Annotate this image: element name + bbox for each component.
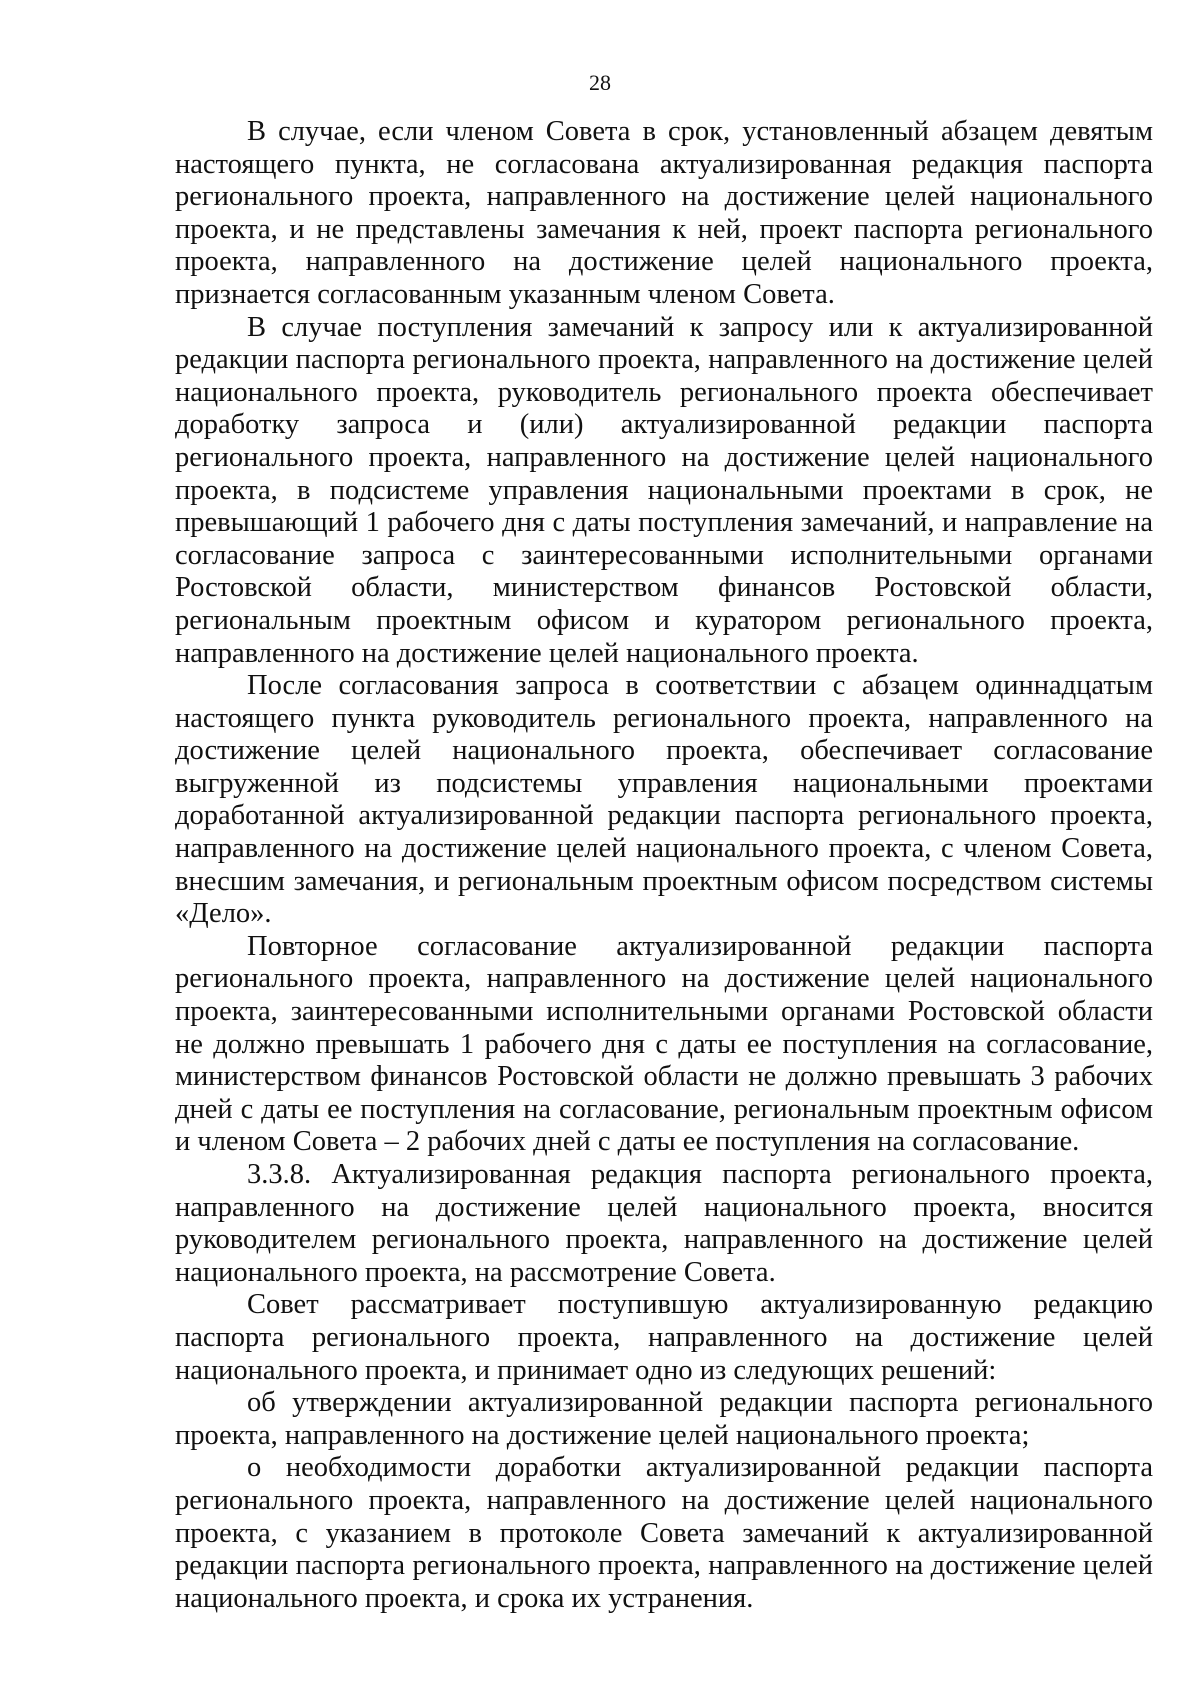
paragraph: о необходимости доработки актуализированной редакции паспорта регионального проекта, направленного на достижение целей национального проекта, с указанием в протоколе Совета замечаний к актуализированной редакции паспорта регионального проекта, направленного на достижение целей национального проекта, и срока их устранения. <box>175 1452 1153 1614</box>
page-number: 28 <box>589 70 611 95</box>
paragraph: 3.3.8. Актуализированная редакция паспорта регионального проекта, направленного на достижение целей национального проекта, вносится руководителем регионального проекта, направленного на достижение целей национального проекта, на рассмотрение Совета. <box>175 1159 1153 1288</box>
paragraph: Повторное согласование актуализированной редакции паспорта регионального проекта, направленного на достижение целей национального проекта, заинтересованными исполнительными органами Ростовской области не должно превышать 1 рабочего дня с даты ее поступления на согласование, министерством финансов Ростовской области не должно превышать 3 рабочих дней с даты ее поступления на согласование, региональным проектным офисом и членом Совета – 2 рабочих дней с даты ее поступления на согласование. <box>175 930 1153 1158</box>
paragraph: об утверждении актуализированной редакции паспорта регионального проекта, направленного на достижение целей национального проекта; <box>175 1387 1153 1451</box>
paragraph: После согласования запроса в соответствии с абзацем одиннадцатым настоящего пункта руководитель регионального проекта, направленного на достижение целей национального проекта, обеспечивает согласование выгруженной из подсистемы управления национальными проектами доработанной актуализированной редакции паспорта регионального проекта, направленного на достижение целей национального проекта, с членом Совета, внесшим замечания, и региональным проектным офисом посредством системы «Дело». <box>175 670 1153 930</box>
paragraph: Совет рассматривает поступившую актуализированную редакцию паспорта регионального проекта, направленного на достижение целей национального проекта, и принимает одно из следующих решений: <box>175 1289 1153 1386</box>
document-body <box>175 116 1153 1615</box>
paragraph: В случае, если членом Совета в срок, установленный абзацем девятым настоящего пункта, не согласована актуализированная редакция паспорта регионального проекта, направленного на достижение целей национального проекта, и не представлены замечания к ней, проект паспорта регионального проекта, направленного на достижение целей национального проекта, признается согласованным указанным членом Совета. <box>175 116 1153 310</box>
paragraph: В случае поступления замечаний к запросу или к актуализированной редакции паспорта регионального проекта, направленного на достижение целей национального проекта, руководитель регионального проекта обеспечивает доработку запроса и (или) актуализированной редакции паспорта регионального проекта, направленного на достижение целей национального проекта, в подсистеме управления национальными проектами в срок, не превышающий 1 рабочего дня с даты поступления замечаний, и направление на согласование запроса с заинтересованными исполнительными органами Ростовской области, министерством финансов Ростовской области, региональным проектным офисом и куратором регионального проекта, направленного на достижение целей национального проекта. <box>175 311 1153 669</box>
